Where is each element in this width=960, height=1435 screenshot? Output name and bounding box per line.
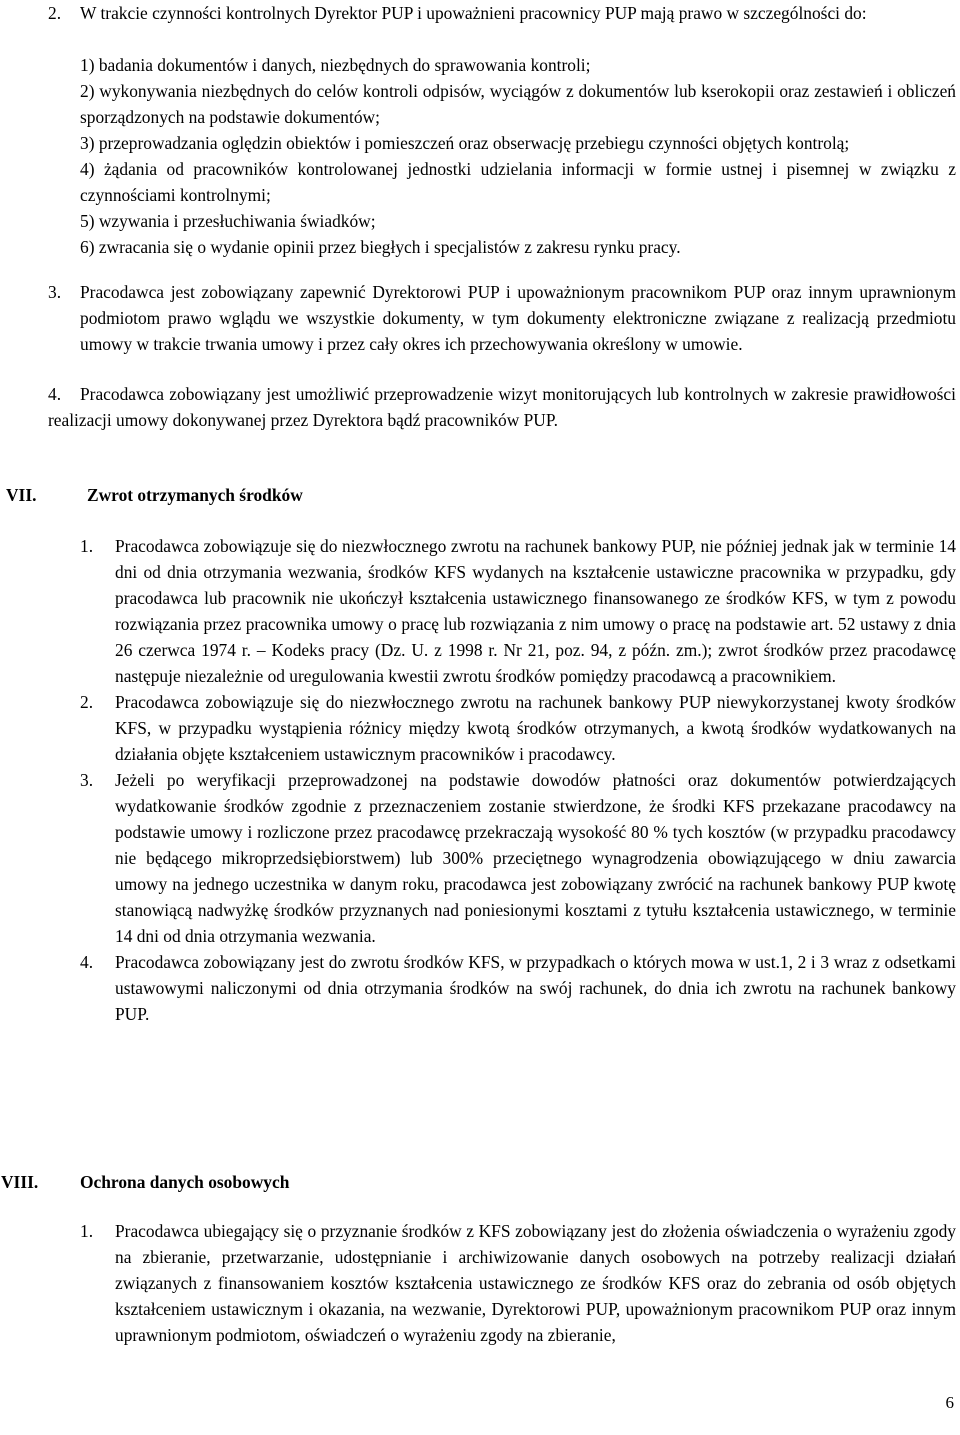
item-text: Pracodawca zobowiązuje się do niezwłocznego zwrotu na rachunek bankowy PUP niewykorzystanej kwoty środków KFS, w przypadku wystąpienia różnicy między kwotą środków otrzymanych, a kwotą środków wydatkowanych na działania objęte kształceniem ustawicznym pracowników i pracodawcy. [115,692,956,764]
item-text: Pracodawca ubiegający się o przyznanie środków z KFS zobowiązany jest do złożenia oświadczenia o wyrażeniu zgody na zbieranie, przetwarzanie, udostępnianie i archiwizowanie danych osobowych na potrzeby realizacji działań związanych z finansowaniem kosztów kształcenia ustawicznego ze środków KFS oraz do zebrania od osób objętych kształceniem ustawicznym i okazania, na wezwanie, Dyrektorowi PUP, upoważnionym pracownikom PUP oraz innym uprawnionym podmiotom, oświadczeń o wyrażeniu zgody na zbieranie, [115,1221,956,1345]
paragraph-4 [48,381,956,433]
list-item [80,767,956,949]
list-item [80,1218,956,1348]
item-text: Jeżeli po weryfikacji przeprowadzonej na podstawie dowodów płatności oraz dokumentów potwierdzających wydatkowanie środków zgodnie z przeznaczeniem zostanie stwierdzone, że środki KFS przekazane pracodawcy na podstawie umowy i rozliczone przez pracodawcę przekraczają wysokość 80 % tych kosztów (w przypadku pracodawcy nie będącego mikroprzedsiębiorstwem) lub 300% przeciętnego wynagrodzenia obowiązującego w dniu zawarcia umowy na jednego uczestnika w danym roku, pracodawca jest zobowiązany zwrócić na rachunek bankowy PUP kwotę stanowiącą nadwyżkę środków przyznanych nad poniesionymi kosztami z tytułu kształcenia ustawicznego, w terminie 14 dni od dnia otrzymania wezwania. [115,770,956,946]
rights-list [80,52,956,260]
paragraph-number: 2. [48,3,62,23]
item-number: 2. [80,692,94,712]
section-number: VIII. [1,1172,39,1192]
list-item: 3) przeprowadzania oględzin obiektów i pomieszczeń oraz obserwację przebiegu czynności objętych kontrolą; [80,133,850,153]
list-item [80,689,956,767]
item-text: Pracodawca zobowiązany jest do zwrotu środków KFS, w przypadkach o których mowa w ust.1, 2 i 3 wraz z odsetkami ustawowymi naliczonymi od dnia otrzymania środków na swój rachunek, do dnia ich zwrotu na rachunek bankowy PUP. [115,952,956,1024]
paragraph-number: 4. [48,384,62,404]
paragraph-text: Pracodawca jest zobowiązany zapewnić Dyrektorowi PUP i upoważnionym pracownikom PUP oraz innym uprawnionym podmiotom prawo wglądu we wszystkie dokumenty, w tym dokumenty elektroniczne związane z realizacją przedmiotu umowy w trakcie trwania umowy i przez cały okres ich przechowywania określony w umowie. [80,282,956,354]
section-title: Ochrona danych osobowych [80,1172,290,1192]
list-item: 1) badania dokumentów i danych, niezbędnych do sprawowania kontroli; [80,55,591,75]
list-item [80,533,956,689]
list-item: 5) wzywania i przesłuchiwania świadków; [80,211,376,231]
list-item: 4) żądania od pracowników kontrolowanej jednostki udzielania informacji w formie ustnej i pisemnej w związku z czynnościami kontrolnymi; [80,159,956,205]
item-number: 3. [80,770,94,790]
section-number: VII. [6,485,37,505]
paragraph-text: W trakcie czynności kontrolnych Dyrektor PUP i upoważnieni pracownicy PUP mają prawo w szczególności do: [80,3,867,23]
paragraph-2 [48,0,956,26]
paragraph-text: Pracodawca zobowiązany jest umożliwić przeprowadzenie wizyt monitorujących lub kontrolnych w zakresie prawidłowości realizacji umowy dokonywanej przez Dyrektora bądź pracowników PUP. [48,384,956,430]
page-number: 6 [945,1393,954,1412]
data-protection-list [80,1218,956,1348]
item-number: 4. [80,952,94,972]
list-item [80,949,956,1027]
section-title: Zwrot otrzymanych środków [87,485,303,505]
list-item: 2) wykonywania niezbędnych do celów kontroli odpisów, wyciągów z dokumentów lub kserokopii oraz zestawień i obliczeń sporządzonych na podstawie dokumentów; [80,81,956,127]
refund-list [80,533,956,1027]
item-text: Pracodawca zobowiązuje się do niezwłocznego zwrotu na rachunek bankowy PUP, nie później jednak jak w terminie 14 dni od dnia otrzymania wezwania, środków KFS wydanych na kształcenie ustawiczne pracownika w przypadku, gdy pracodawca lub pracownik nie ukończył kształcenia ustawicznego finansowanego ze środków KFS, w tym z powodu rozwiązania przez pracownika umowy o pracę lub rozwiązania z nim umowy o pracę na podstawie art. 52 ustawy z dnia 26 czerwca 1974 r. – Kodeks pracy (Dz. U. z 1998 r. Nr 21, poz. 94, z późn. zm.); zwrot środków przez pracodawcę następuje niezależnie od uregulowania kwestii zwrotu środków pomiędzy pracodawcą a pracownikiem. [115,536,956,686]
list-item: 6) zwracania się o wydanie opinii przez biegłych i specjalistów z zakresu rynku pracy. [80,237,681,257]
paragraph-number: 3. [48,282,62,302]
paragraph-3 [48,279,956,357]
item-number: 1. [80,536,94,556]
item-number: 1. [80,1221,94,1241]
